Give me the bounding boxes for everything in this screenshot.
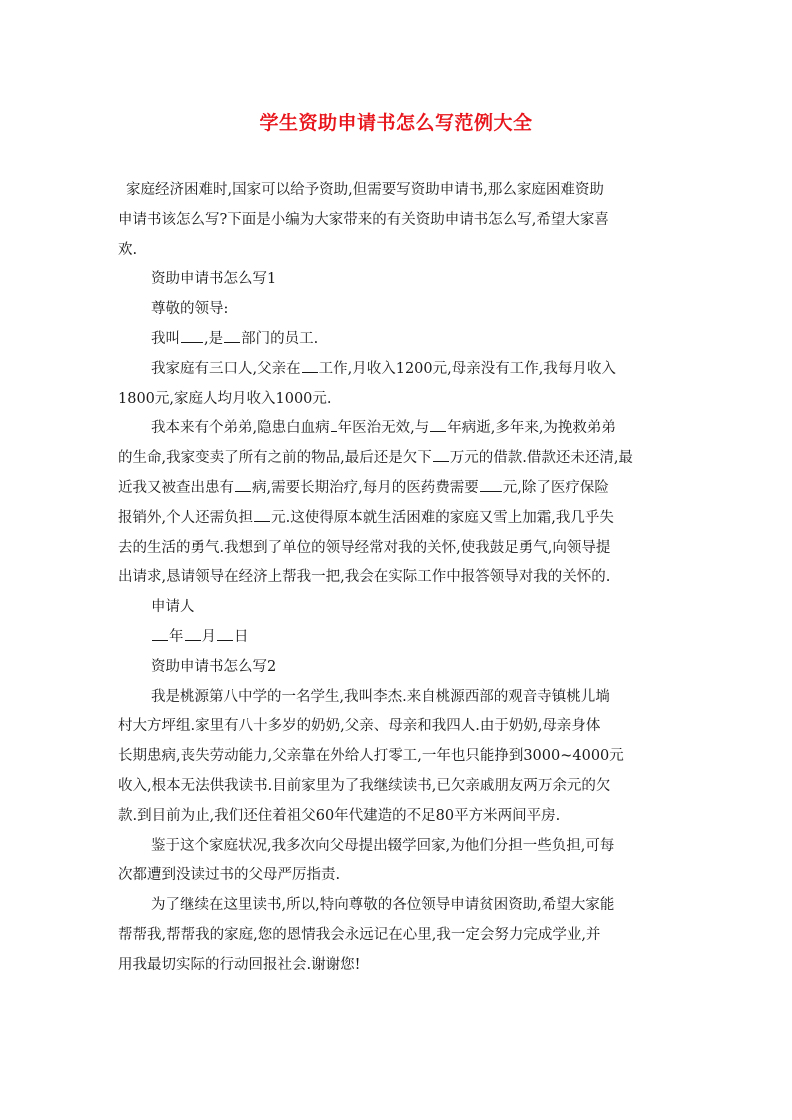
paragraph-line: 去的生活的勇气.我想到了单位的领导经常对我的关怀,使我鼓足勇气,向领导提 <box>118 539 611 556</box>
paragraph-line: 长期患病,丧失劳动能力,父亲靠在外给人打零工,一年也只能挣到3000~4000元 <box>118 748 624 765</box>
fill-blank <box>181 341 203 343</box>
intro-line: 申请书该怎么写?下面是小编为大家带来的有关资助申请书怎么写,希望大家喜 <box>118 211 609 228</box>
text-fragment: 报销外,个人还需负担 <box>118 509 254 526</box>
text-fragment: 我本来有个弟弟,隐患白血病 <box>151 420 330 437</box>
paragraph-line: 收入,根本无法供我读书.目前家里为了我继续读书,已欠亲戚朋友两万余元的欠 <box>118 777 611 794</box>
text-fragment: 年医治无效,与 <box>337 420 430 437</box>
document-body <box>118 176 678 981</box>
text-fragment: 万元的借款.借款还未还清,最 <box>449 450 633 467</box>
salutation: 尊敬的领导: <box>151 301 229 318</box>
paragraph-line <box>118 474 678 504</box>
document-title: 学生资助申请书怎么写范例大全 <box>259 112 533 134</box>
paragraph-line <box>118 504 678 534</box>
text-fragment: 病,需要长期治疗,每月的医药费需要 <box>252 479 479 496</box>
fill-blank <box>480 490 502 492</box>
self-intro-line <box>118 325 678 355</box>
fill-blank <box>254 520 270 522</box>
text-fragment: 我家庭有三口人,父亲在 <box>151 360 301 377</box>
family-line: 1800元,家庭人均月收入1000元. <box>118 390 332 407</box>
text-fragment: 日 <box>234 628 249 645</box>
text-fragment: ,是 <box>204 330 224 347</box>
fill-blank <box>235 490 251 492</box>
fill-blank <box>224 341 240 343</box>
text-fragment: 我叫 <box>151 330 180 347</box>
paragraph-line: 款.到目前为止,我们还住着祖父60年代建造的不足80平方米两间平房. <box>118 807 561 824</box>
fill-blank <box>331 430 337 432</box>
paragraph-line <box>118 414 678 444</box>
text-fragment: 的生命,我家变卖了所有之前的物品,最后还是欠下 <box>118 450 432 467</box>
paragraph-line <box>118 444 678 474</box>
fill-blank <box>430 430 446 432</box>
fill-blank <box>185 639 201 641</box>
text-fragment: 工作,月收入1200元,母亲没有工作,我每月收入 <box>318 360 616 377</box>
paragraph-line: 村大方坪组.家里有八十多岁的奶奶,父亲、母亲和我四人.由于奶奶,母亲身体 <box>118 718 601 735</box>
fill-blank <box>433 460 449 462</box>
paragraph-line: 我是桃源第八中学的一名学生,我叫李杰.来自桃源西部的观音寺镇桃儿埫 <box>151 688 610 705</box>
text-fragment: 年 <box>169 628 184 645</box>
family-line <box>118 355 678 385</box>
intro-line: 欢. <box>118 241 138 258</box>
paragraph-line: 帮帮我,帮帮我的家庭,您的恩情我会永远记在心里,我一定会努力完成学业,并 <box>118 926 601 943</box>
date-line <box>118 623 678 653</box>
paragraph-line: 出请求,恳请领导在经济上帮我一把,我会在实际工作中报答领导对我的关怀的. <box>118 569 611 586</box>
section2-heading: 资助申请书怎么写2 <box>151 658 277 675</box>
text-fragment: 近我又被查出患有 <box>118 479 234 496</box>
text-fragment: 元,除了医疗保险 <box>502 479 609 496</box>
paragraph-line: 次都遭到没读过书的父母严厉指责. <box>118 867 341 884</box>
text-fragment: 月 <box>201 628 216 645</box>
paragraph-line: 鉴于这个家庭状况,我多次向父母提出辍学回家,为他们分担一些负担,可每 <box>151 837 615 854</box>
paragraph-line: 为了继续在这里读书,所以,特向尊敬的各位领导申请贫困资助,希望大家能 <box>151 897 615 914</box>
text-fragment: 元.这使得原本就生活困难的家庭又雪上加霜,我几乎失 <box>271 509 614 526</box>
fill-blank <box>302 371 318 373</box>
fill-blank <box>217 639 233 641</box>
section1-heading: 资助申请书怎么写1 <box>151 271 277 288</box>
paragraph-line: 用我最切实际的行动回报社会.谢谢您! <box>118 956 361 973</box>
intro-line: 家庭经济困难时,国家可以给予资助,但需要写资助申请书,那么家庭困难资助 <box>126 182 604 198</box>
text-fragment: 部门的员工. <box>241 330 319 347</box>
applicant-label: 申请人 <box>151 599 195 616</box>
fill-blank <box>152 639 168 641</box>
text-fragment: 年病逝,多年来,为挽救弟弟 <box>447 420 616 437</box>
